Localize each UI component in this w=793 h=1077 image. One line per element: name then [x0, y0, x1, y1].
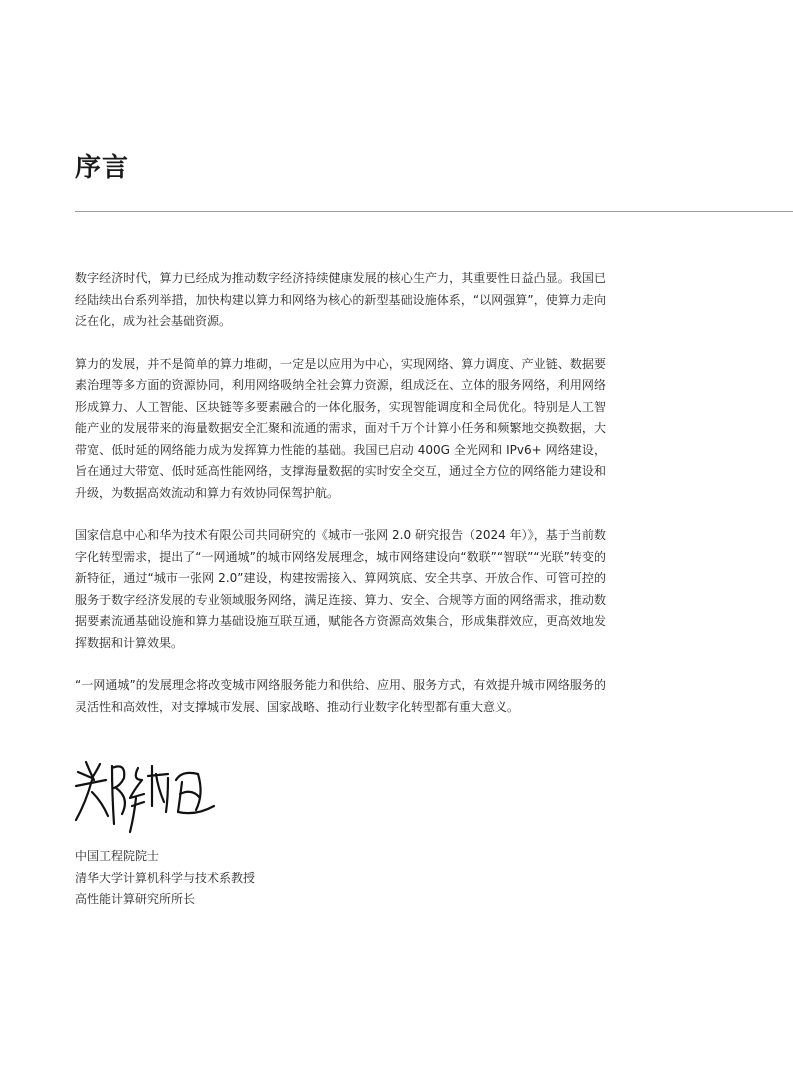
- paragraph-1: 数字经济时代，算力已经成为推动数字经济持续健康发展的核心生产力，其重要性日益凸显。我国已经陆续出台系列举措，加快构建以算力和网络为核心的新型基础设施体系，“以网强算”，使算力走向泛在化，成为社会基础资源。: [75, 271, 606, 328]
- paragraph-2: 算力的发展，并不是简单的算力堆砌，一定是以应用为中心，实现网络、算力调度、产业链、数据要素治理等多方面的资源协同，利用网络吸纳全社会算力资源，组成泛在、立体的服务网络，利用网络形成算力、人工智能、区块链等多要素融合的一体化服务，实现智能调度和全局优化。特别是人工智能产业的发展带来的海量数据安全汇聚和流通的需求，面对千万个计算小任务和频繁地交换数据，大带宽、低时延的网络能力成为发挥算力性能的基础。我国已启动 400G 全光网和 IPv6+ 网络建设，旨在通过大带宽、低时延高性能网络，支撑海量数据的实时安全交互，通过全方位的网络能力建设和升级，为数据高效流动和算力有效协同保驾护航。: [75, 356, 606, 500]
- credit-line: 清华大学计算机科学与技术系教授: [75, 870, 256, 885]
- credit-line: 高性能计算研究所所长: [75, 892, 196, 906]
- page-title: 序言: [75, 153, 130, 183]
- preface-body: [75, 268, 606, 739]
- credit-line: 中国工程院院士: [75, 849, 160, 863]
- title-divider: [75, 211, 793, 212]
- paragraph-4: “一网通城”的发展理念将改变城市网络服务能力和供给、应用、服务方式，有效提升城市网络服务的灵活性和高效性，对支撑城市发展、国家战略、推动行业数字化转型都有重大意义。: [75, 678, 606, 714]
- paragraph-3: 国家信息中心和华为技术有限公司共同研究的《城市一张网 2.0 研究报告（2024 年）》，基于当前数字化转型需求，提出了“一网通城”的城市网络发展理念，城市网络建设向“数联”“智联”“光联”转变的新特征，通过“城市一张网 2.0”建设，构建按需接入、算网筑底、安全共享、开放合作、可管可控的服务于数字经济发展的专业领域服务网络，满足连接、算力、安全、合规等方面的网络需求，推动数据要素流通基础设施和算力基础设施互联互通，赋能各方资源高效集合，形成集群效应，更高效地发挥数据和计算效果。: [75, 528, 606, 650]
- author-credits: [75, 846, 255, 911]
- handwritten-signature: [72, 758, 222, 836]
